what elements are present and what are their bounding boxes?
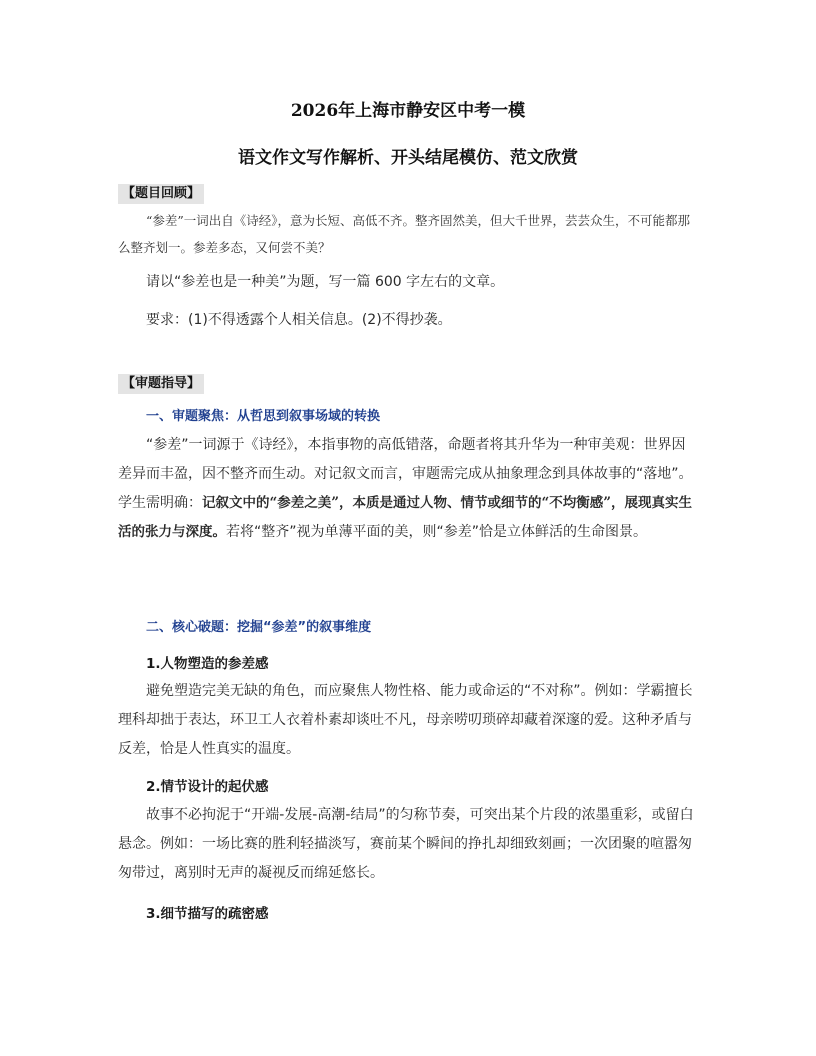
item2-title: 2.情节设计的起伏感 [146, 779, 269, 795]
review-tag: 【题目回顾】 [118, 184, 204, 204]
review-quote: “参差”一词出自《诗经》，意为长短、高低不齐。整齐固然美，但大千世界，芸芸众生，不可能都那么整齐划一。参差多态，又何尝不美？ [118, 213, 691, 255]
section1-paragraph [118, 431, 698, 547]
item1-text: 避免塑造完美无缺的角色，而应聚焦人物性格、能力或命运的“不对称”。例如：学霸擅长理科却拙于表达，环卫工人衣着朴素却谈吐不凡，母亲唠叨琐碎却藏着深邃的爱。这种矛盾与反差，恰是人性真实的温度。 [118, 683, 693, 757]
guide-tag: 【审题指导】 [118, 374, 204, 394]
section1-text-b: 若将“整齐”视为单薄平面的美，则“参差”恰是立体鲜活的生命图景。 [226, 524, 648, 540]
section1-heading: 一、审题聚焦：从哲思到叙事场域的转换 [146, 409, 381, 424]
document-title: 2026年上海市静安区中考一模 [290, 101, 526, 121]
item3-title: 3.细节描写的疏密感 [146, 906, 269, 922]
item1-title: 1.人物塑造的参差感 [146, 656, 269, 672]
writing-prompt: 请以“参差也是一种美”为题，写一篇 600 字左右的文章。 [146, 274, 505, 290]
section1-emphasis: 记叙文中的“参差之美”，本质是通过人物、情节或细节的“不均衡感”，展现真实生活的张力与深度。 [118, 495, 693, 540]
writing-requirements: 要求：(1)不得透露个人相关信息。(2)不得抄袭。 [146, 312, 452, 328]
document-subtitle: 语文作文写作解析、开头结尾模仿、范文欣赏 [238, 148, 578, 168]
item2-text: 故事不必拘泥于“开端-发展-高潮-结局”的匀称节奏，可突出某个片段的浓墨重彩，或留白悬念。例如：一场比赛的胜利轻描淡写，赛前某个瞬间的挣扎却细致刻画；一次团聚的喧嚣匆匆带过，离别时无声的凝视反而绵延悠长。 [118, 807, 694, 881]
section2-heading: 二、核心破题：挖掘“参差”的叙事维度 [146, 620, 372, 635]
section1-text-a: “参差”一词源于《诗经》，本指事物的高低错落，命题者将其升华为一种审美观：世界因差异而丰盈，因不整齐而生动。对记叙文而言，审题需完成从抽象理念到具体故事的“落地”。学生需明确： [118, 437, 693, 511]
